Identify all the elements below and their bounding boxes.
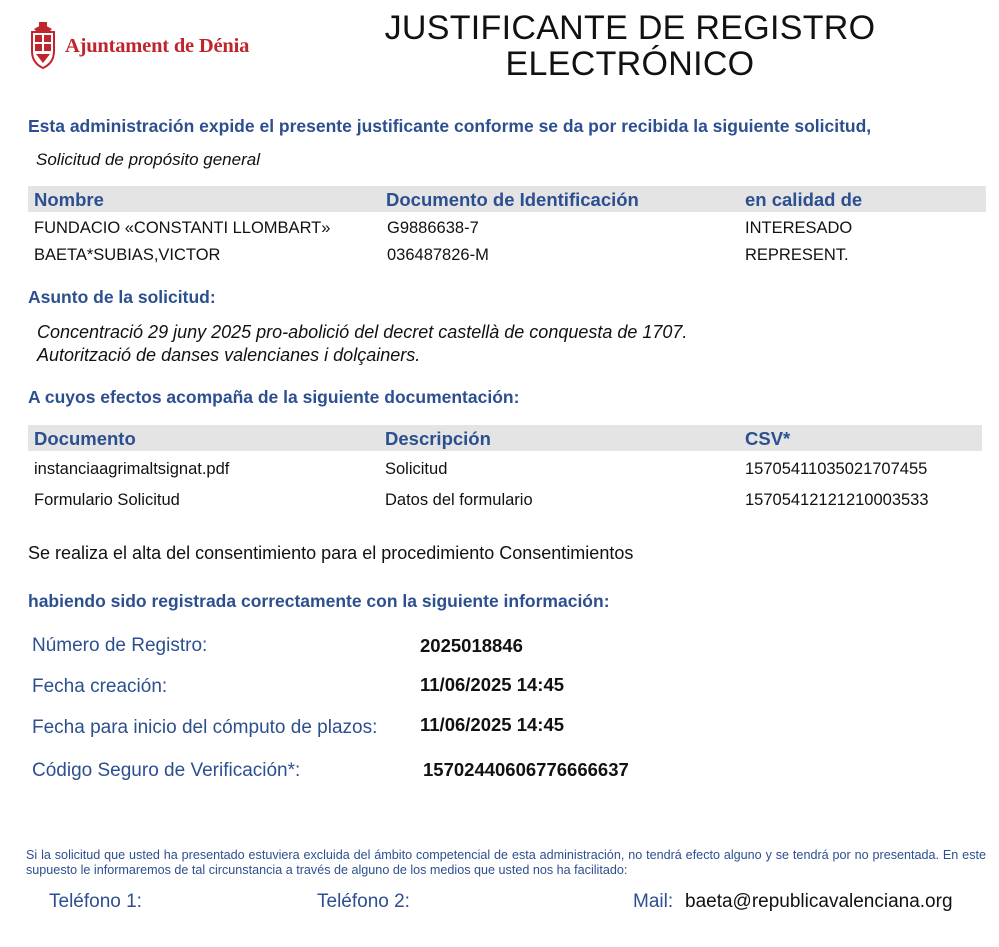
person-role: REPRESENT. [745,246,849,264]
registration-number-label: Número de Registro: [32,635,208,656]
column-header-csv: CSV* [745,428,791,449]
deadline-start-label: Fecha para inicio del cómputo de plazos: [32,717,378,738]
logo-text: Ajuntament de Dénia [65,34,250,57]
intro-statement: Esta administración expide el presente justificante conforme se da por recibida la siguiente solicitud, [28,116,872,136]
column-header-id-document: Documento de Identificación [386,189,639,210]
document-file: instanciaagrimaltsignat.pdf [34,460,230,478]
column-header-role: en calidad de [745,189,863,210]
exclusion-note: Si la solicitud que usted ha presentado estuviera excluida del ámbito competencial de esta administración, no tendrá efecto alguno y se tendrá por no presentada. En este supuesto le informaremos de tal circunstancia a través de alguno de los medios que usted nos ha facilitado: [26,848,986,877]
denia-coat-of-arms-icon [28,21,58,71]
documents-table-header [28,425,982,451]
creation-date-value: 11/06/2025 14:45 [420,674,565,695]
column-header-description: Descripción [385,428,491,449]
document-csv: 15705412121210003533 [745,491,929,509]
phone1-label: Teléfono 1: [49,891,142,912]
document-description: Datos del formulario [385,491,533,509]
verification-code-value: 15702440606776666637 [423,759,629,780]
document-file: Formulario Solicitud [34,491,180,509]
person-name: FUNDACIO «CONSTANTI LLOMBART» [34,219,331,237]
person-id: G9886638-7 [387,219,479,237]
verification-code-label: Código Seguro de Verificación*: [32,760,301,781]
column-header-name: Nombre [34,189,104,210]
municipal-logo [28,20,268,72]
subject-line1: Concentració 29 juny 2025 pro-abolició del decret castellà de conquesta de 1707. [37,322,688,342]
page-title-line1: JUSTIFICANTE DE REGISTRO [384,9,876,47]
person-name: BAETA*SUBIAS,VICTOR [34,246,221,264]
page-title-line2: ELECTRÓNICO [505,45,755,83]
phone2-label: Teléfono 2: [317,891,410,912]
mail-label: Mail: [633,891,674,912]
consent-text: Se realiza el alta del consentimiento para el procedimiento Consentimientos [28,543,634,563]
page-title [300,10,960,82]
subject-line2: Autorització de danses valencianes i dolçainers. [37,345,421,365]
deadline-start-value: 11/06/2025 14:45 [420,714,565,735]
person-role: INTERESADO [745,219,853,237]
registration-heading: habiendo sido registrada correctamente con la siguiente información: [28,591,610,611]
documents-heading: A cuyos efectos acompaña de la siguiente documentación: [28,387,520,407]
subject-heading: Asunto de la solicitud: [28,287,216,307]
mail-value: baeta@republicavalenciana.org [685,891,953,912]
creation-date-label: Fecha creación: [32,676,168,697]
column-header-document: Documento [34,428,136,449]
document-description: Solicitud [385,460,448,478]
document-csv: 15705411035021707455 [745,460,928,478]
request-type: Solicitud de propósito general [36,150,260,169]
person-id: 036487826-M [387,246,489,264]
registration-number-value: 2025018846 [420,635,523,656]
